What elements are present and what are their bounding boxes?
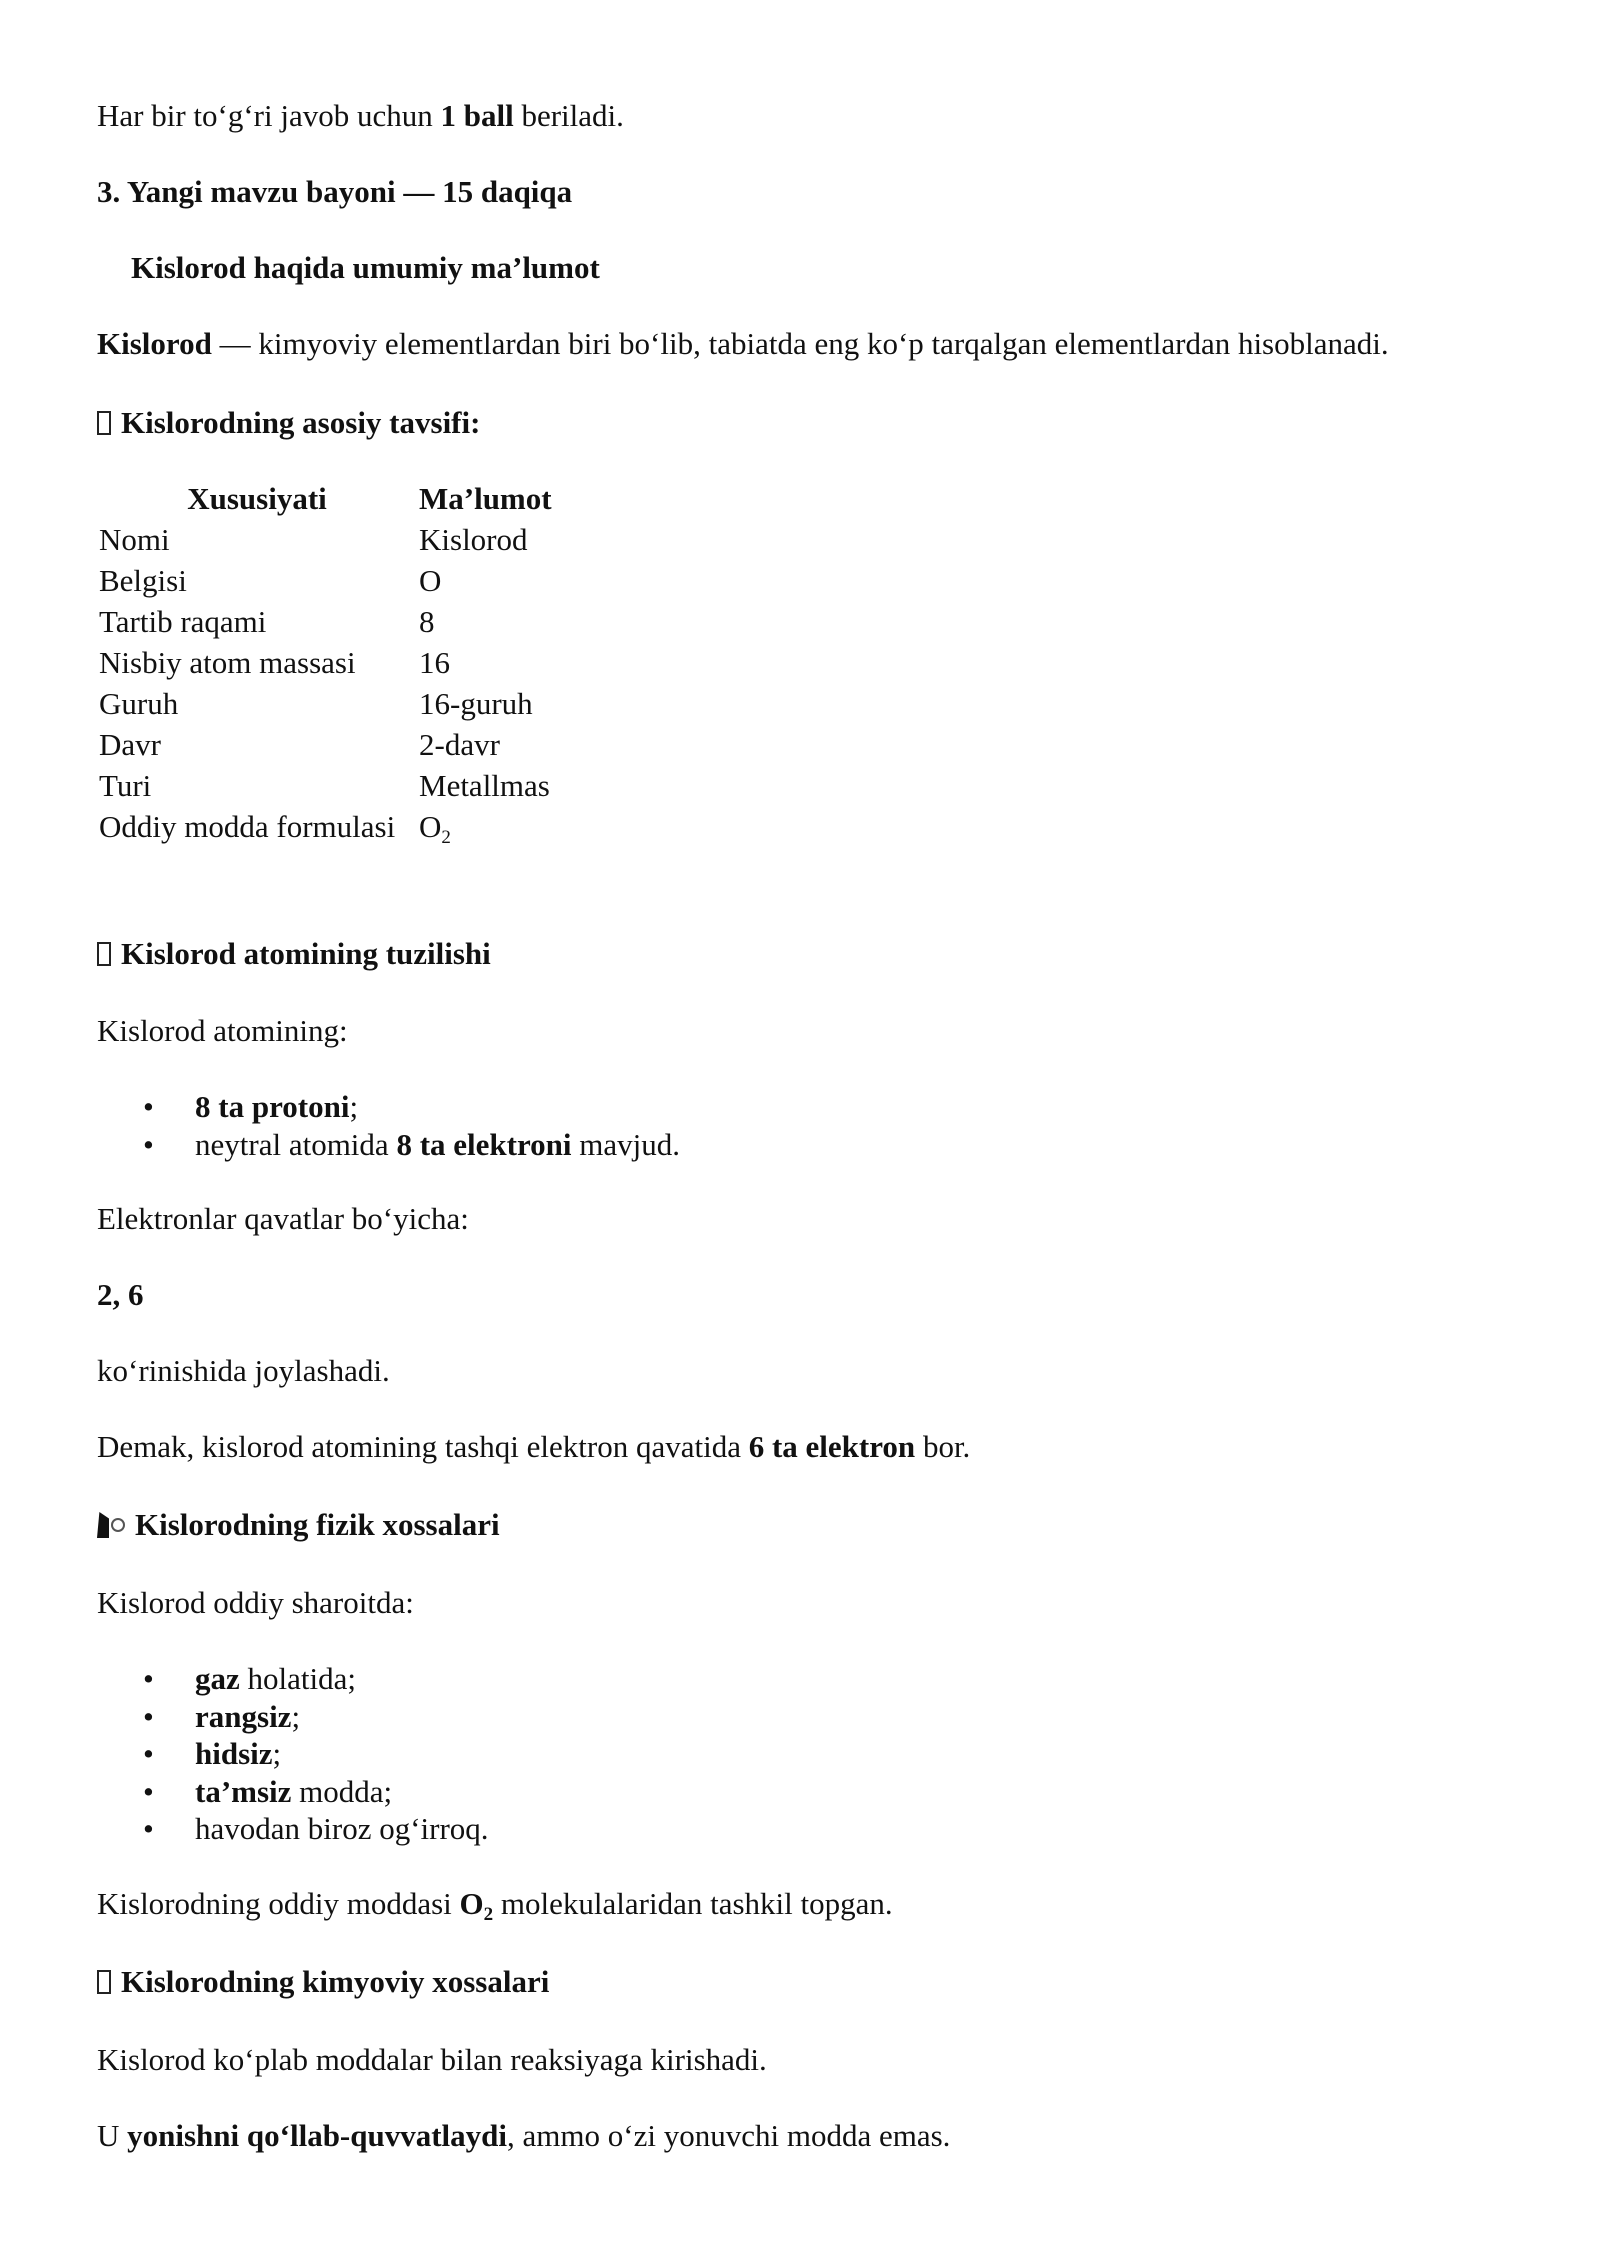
structure-heading [97,935,491,973]
definition-text: — kimyoviy elementlardan biri bo‘lib, tabiatda eng ko‘p tarqalgan elementlardan hisoblanadi. [211,326,1389,361]
table-row [97,683,554,724]
missing-glyph-icon [97,942,111,966]
table-cell-value: 8 [419,604,435,639]
molecule-paragraph [97,1885,893,1923]
list-item-bold: 8 ta elektroni [396,1126,572,1162]
outer-text: Demak, kislorod atomining tashqi elektron qavatida [97,1429,749,1464]
list-item [97,1698,489,1736]
table-header-row [97,478,554,519]
list-item [97,1735,489,1773]
molecule-text: Kislorodning oddiy moddasi [97,1886,460,1921]
description-heading-text: Kislorodning asosiy tavsifi: [121,405,481,440]
list-item [97,1660,489,1698]
table-cell-value: 16-guruh [419,686,533,721]
outer-bold: 6 ta elektron [748,1429,916,1464]
list-item-bold: 8 ta protoni [195,1089,350,1124]
table-header-property: Xususiyati [187,481,327,516]
bullet-icon: • [143,1811,154,1846]
support-bold: yonishni qo‘llab-quvvatlaydi [127,2118,508,2153]
shells-value [97,1276,144,1314]
table-row [97,560,554,601]
list-item [97,1773,489,1811]
list-item-text: havodan biroz og‘irroq. [195,1811,489,1846]
intro-paragraph [97,97,624,135]
chemical-intro: Kislorod ko‘plab moddalar bilan reaksiyaga kirishadi. [97,2042,767,2077]
intro-bold: 1 ball [440,98,514,133]
list-item-text: ; [349,1089,359,1124]
intro-text: Har bir to‘g‘ri javob uchun [97,98,441,133]
table-cell-value: O [419,563,442,598]
table-row [97,724,554,765]
missing-glyph-icon [97,411,111,435]
list-item-text: ; [291,1698,301,1734]
table-cell-value: 16 [419,645,450,680]
shells-intro: Elektronlar qavatlar bo‘yicha: [97,1201,469,1236]
physical-heading [97,1506,500,1544]
physical-intro: Kislorod oddiy sharoitda: [97,1585,414,1620]
bullet-icon: • [143,1089,154,1124]
table-cell-key: Turi [99,768,152,803]
support-text-end: , ammo o‘zi yonuvchi modda emas. [507,2118,951,2153]
table-cell-value: Metallmas [419,768,550,803]
table-cell-key: Nisbiy atom massasi [99,645,356,680]
general-title-text: Kislorod haqida umumiy ma’lumot [131,250,600,285]
table-cell-key: Oddiy modda formulasi [99,809,396,844]
structure-list [97,1088,680,1163]
list-item-bold: rangsiz [195,1698,292,1734]
physical-heading-text: Kislorodning fizik xossalari [135,1507,500,1542]
definition-paragraph [97,325,1389,363]
table-row [97,642,554,683]
table-header-info: Ma’lumot [419,481,552,516]
formula-subscript: 2 [441,827,451,848]
list-item-text: holatida; [239,1661,356,1696]
table-cell-value [417,806,554,847]
outer-text-end: bor. [915,1429,971,1464]
definition-term: Kislorod [97,326,212,361]
shells-after: ko‘rinishida joylashadi. [97,1353,390,1388]
bullet-icon: • [143,1698,154,1734]
general-title [131,249,600,287]
list-item [97,1088,680,1126]
formula-symbol: O [419,809,442,844]
table-cell-key: Guruh [99,686,179,721]
section-title [97,173,572,211]
table-row [97,765,554,806]
bullet-icon: • [143,1661,154,1696]
description-heading [97,404,480,442]
molecule-formula: O [459,1886,484,1921]
table-cell-value: 2-davr [419,727,500,762]
support-text: U [97,2118,128,2153]
structure-intro: Kislorod atomining: [97,1013,348,1048]
table-row [97,601,554,642]
chemical-heading [97,1963,549,2001]
bullet-icon: • [143,1126,154,1162]
molecule-subscript: 2 [483,1904,494,1925]
section-title-text: 3. Yangi mavzu bayoni — 15 daqiqa [97,174,573,209]
table-cell-key: Tartib raqami [99,604,267,639]
bullet-icon: • [143,1773,154,1809]
physical-list [97,1660,489,1848]
table-cell-value: Kislorod [419,522,528,557]
intro-text-end: beriladi. [513,98,624,133]
missing-glyph-icon [97,1970,111,1994]
list-item-bold: ta’msiz [195,1773,292,1809]
list-item-bold: gaz [195,1661,240,1696]
list-item-text: modda; [291,1773,393,1809]
shells-value-text: 2, 6 [97,1277,144,1312]
sparkle-icon [97,1512,127,1538]
table-row [97,519,554,560]
list-item [97,1126,680,1164]
list-item-bold: hidsiz [195,1736,273,1771]
chemical-heading-text: Kislorodning kimyoviy xossalari [121,1964,550,1999]
table-row [97,806,554,847]
list-item-text-end: mavjud. [571,1126,681,1162]
outer-shell-paragraph [97,1428,970,1466]
list-item [97,1810,489,1848]
table-cell-key: Belgisi [99,563,187,598]
list-item-text: neytral atomida [195,1126,397,1162]
molecule-text-end: molekulalaridan tashkil topgan. [493,1886,893,1921]
list-item-text: ; [272,1736,282,1771]
table-cell-key: Nomi [99,522,170,557]
bullet-icon: • [143,1736,154,1771]
properties-table [97,478,554,847]
structure-heading-text: Kislorod atomining tuzilishi [121,936,491,971]
table-cell-key: Davr [99,727,161,762]
support-paragraph [97,2117,950,2155]
